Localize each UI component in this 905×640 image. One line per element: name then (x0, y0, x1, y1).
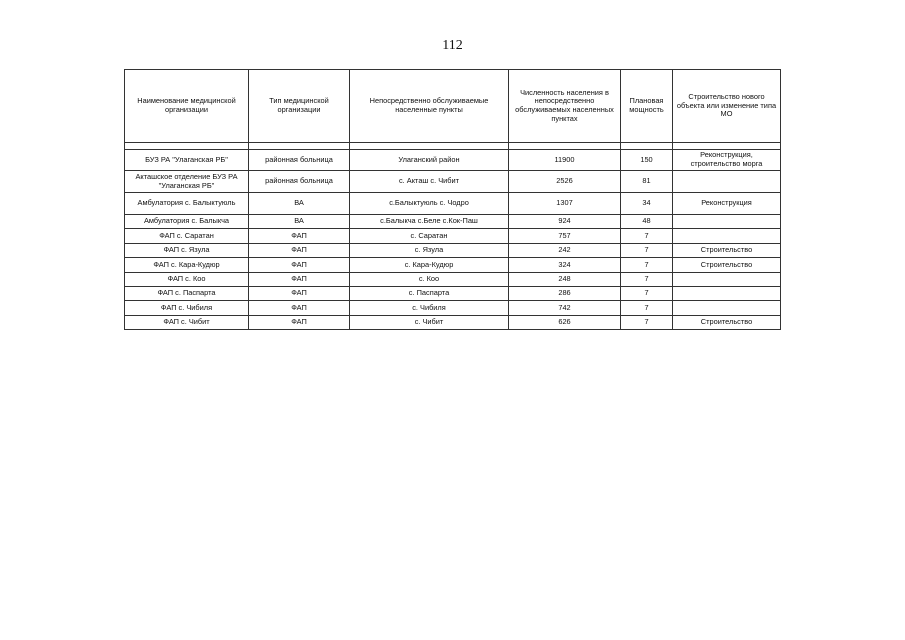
header-served-settlements: Непосредственно обслуживаемые населенные пункты (350, 70, 509, 143)
cell-organization-type: районная больница (249, 171, 350, 193)
spacer-row (125, 143, 781, 150)
cell-construction (673, 301, 781, 315)
cell-organization-type: ФАП (249, 258, 350, 272)
header-construction: Строительство нового объекта или изменение типа МО (673, 70, 781, 143)
cell-served-settlements: с. Язула (350, 243, 509, 257)
cell-planned-capacity: 7 (621, 272, 673, 286)
cell-served-settlements: с.Балыктуюль с. Чодро (350, 193, 509, 215)
cell-planned-capacity: 48 (621, 215, 673, 229)
cell-organization-name: Амбулатория с. Балыкча (125, 215, 249, 229)
header-population: Численность населения в непосредственно обслуживаемых населенных пунктах (509, 70, 621, 143)
table-row (125, 243, 781, 257)
header-organization-type: Тип медицинской организации (249, 70, 350, 143)
cell-population: 248 (509, 272, 621, 286)
cell-organization-name: ФАП с. Чибит (125, 315, 249, 329)
cell-population: 742 (509, 301, 621, 315)
cell-served-settlements: с. Чибиля (350, 301, 509, 315)
cell-organization-type: ФАП (249, 301, 350, 315)
table-row (125, 258, 781, 272)
header-planned-capacity: Плановая мощность (621, 70, 673, 143)
cell-planned-capacity: 7 (621, 301, 673, 315)
cell-planned-capacity: 7 (621, 315, 673, 329)
cell-organization-name: БУЗ РА "Улаганская РБ" (125, 150, 249, 171)
cell-organization-name: ФАП с. Коо (125, 272, 249, 286)
cell-construction: Строительство (673, 258, 781, 272)
table-row (125, 215, 781, 229)
cell-population: 1307 (509, 193, 621, 215)
cell-construction: Реконструкция, строительство морга (673, 150, 781, 171)
cell-population: 324 (509, 258, 621, 272)
cell-served-settlements: с. Чибит (350, 315, 509, 329)
cell-organization-name: ФАП с. Чибиля (125, 301, 249, 315)
cell-population: 2526 (509, 171, 621, 193)
cell-planned-capacity: 150 (621, 150, 673, 171)
cell-construction: Реконструкция (673, 193, 781, 215)
cell-construction: Строительство (673, 315, 781, 329)
page-number: 112 (442, 38, 463, 53)
cell-served-settlements: с. Кара-Кудюр (350, 258, 509, 272)
table-row (125, 229, 781, 243)
cell-organization-name: Амбулатория с. Балыктуюль (125, 193, 249, 215)
cell-organization-name: ФАП с. Кара-Кудюр (125, 258, 249, 272)
cell-organization-type: ФАП (249, 315, 350, 329)
cell-organization-type: ВА (249, 193, 350, 215)
cell-served-settlements: с. Саратан (350, 229, 509, 243)
header-organization-name: Наименование медицинской организации (125, 70, 249, 143)
cell-organization-type: ФАП (249, 286, 350, 300)
cell-construction (673, 215, 781, 229)
cell-population: 626 (509, 315, 621, 329)
cell-planned-capacity: 7 (621, 286, 673, 300)
cell-served-settlements: с. Паспарта (350, 286, 509, 300)
cell-served-settlements: Улаганский район (350, 150, 509, 171)
cell-organization-type: ВА (249, 215, 350, 229)
cell-population: 11900 (509, 150, 621, 171)
cell-organization-type: ФАП (249, 272, 350, 286)
cell-planned-capacity: 7 (621, 258, 673, 272)
table-row (125, 301, 781, 315)
cell-organization-name: ФАП с. Саратан (125, 229, 249, 243)
cell-planned-capacity: 34 (621, 193, 673, 215)
cell-organization-type: ФАП (249, 229, 350, 243)
cell-organization-name: Акташское отделение БУЗ РА "Улаганская РБ" (125, 171, 249, 193)
cell-planned-capacity: 7 (621, 229, 673, 243)
cell-served-settlements: с. Акташ с. Чибит (350, 171, 509, 193)
cell-population: 924 (509, 215, 621, 229)
table-row (125, 272, 781, 286)
cell-construction (673, 171, 781, 193)
table-row (125, 150, 781, 171)
cell-served-settlements: с. Коо (350, 272, 509, 286)
table-header-row (125, 70, 781, 143)
cell-construction (673, 272, 781, 286)
cell-organization-name: ФАП с. Язула (125, 243, 249, 257)
cell-population: 286 (509, 286, 621, 300)
cell-construction (673, 286, 781, 300)
cell-planned-capacity: 81 (621, 171, 673, 193)
cell-population: 242 (509, 243, 621, 257)
cell-construction: Строительство (673, 243, 781, 257)
table-row (125, 171, 781, 193)
cell-population: 757 (509, 229, 621, 243)
cell-planned-capacity: 7 (621, 243, 673, 257)
cell-organization-type: ФАП (249, 243, 350, 257)
cell-served-settlements: с.Балыкча с.Беле с.Кок-Паш (350, 215, 509, 229)
medical-organizations-table (124, 69, 781, 330)
cell-organization-name: ФАП с. Паспарта (125, 286, 249, 300)
table-row (125, 193, 781, 215)
cell-organization-type: районная больница (249, 150, 350, 171)
table-row (125, 286, 781, 300)
table-row (125, 315, 781, 329)
cell-construction (673, 229, 781, 243)
